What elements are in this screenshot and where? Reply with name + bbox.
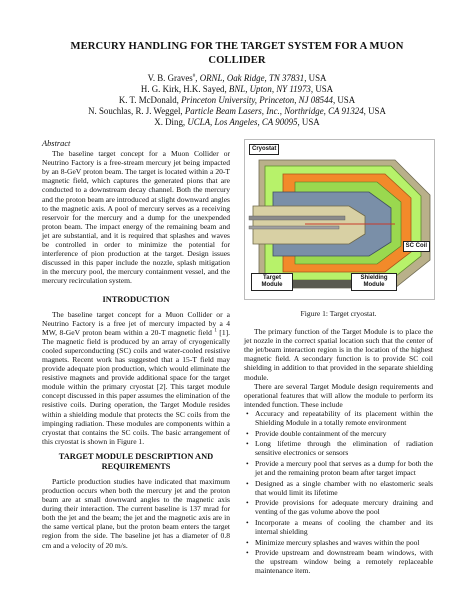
- author-line: N. Souchlas, R. J. Weggel, Particle Beam Lasers, Inc., Northridge, CA 91324, USA: [88, 105, 386, 116]
- paper-title: [20, 40, 454, 68]
- target-module-text: Particle production studies have indicated that maximum production occurs when both the mercury jet and the proton beam are at small downward angles to the magnetic axis during their interaction. The current baseline is 137 mrad for both the jet and the beam; the jet and the magnetic axis are in the same vertical plane, but the proton beam enters the target region from the side. The baseline jet has a diameter of 0.8 cm and a velocity of 20 m/s.: [42, 476, 230, 550]
- target-module-label: Target Module: [251, 273, 293, 291]
- requirement-item: • Provide provisions for adequate mercury draining and venting of the gas volume above the pool: [244, 498, 433, 516]
- author-line: H. G. Kirk, H.K. Sayed, BNL, Upton, NY 11973, USA: [140, 83, 334, 94]
- target-module-shape: [253, 206, 365, 244]
- author-line: X. Ding, UCLA, Los Angeles, CA 90095, USA: [154, 116, 320, 127]
- mercury-pipe: [249, 216, 345, 220]
- requirement-item: • Accuracy and repeatability of its placement within the Shielding Module in a totally remote environment: [244, 409, 433, 427]
- sc-coil-label: SC Coil: [403, 241, 430, 252]
- introduction-text: The baseline target concept for a Muon Collider or a Neutrino Factory is a free jet of mercury impacted by a 4 MW, 8-GeV proton beam within a 20-T magnetic field $^1$ [1]. The magnetic field is produced by an array of cryogenically cooled superconducting (SC) coils and water-cooled resistive magnets. Recent work has suggested that a 15-T field may provide adequate pion production, which would eliminate the resistive magnets and provide additional space for the target module within the primary cryostat [2]. This target module concept discussed in this paper assumes the elimination of the resistive coils. During operation, the Target Module resides within a shielding module that protects the SC coils from the impinging radiation. These modules are components within a cryostat that contains the SC coils. The basic arrangement of this cryostat is shown in Figure 1.: [42, 309, 230, 446]
- abstract-text: The baseline target concept for a Muon Collider or Neutrino Factory is a free-stream mercury jet being impacted by an 8-GeV proton beam. The target is located within a 20-T magnetic field, which captures the generated pions that are conducted to a downstream decay channel. Both the mercury and the proton beam are introduced at slight downward angles to the magnetic axis. A pool of mercury serves as a receiving reservoir for the mercury and a dump for the unexpended proton beam. The impact energy of the remaining beam and jet are substantial, and it is required that splashes and waves be controlled in order to minimize the potential for interference of pion production at the target. Design issues discussed in this paper include the nozzle, splash mitigation in the mercury pool, the mercury containment vessel, and the mercury recirculation system.: [42, 149, 230, 286]
- requirements-list: [244, 409, 433, 576]
- author-list: [20, 73, 454, 128]
- title-line-2: COLLIDER: [208, 55, 266, 66]
- requirement-item: • Provide double containment of the mercury: [244, 429, 433, 438]
- author-line: V. B. Graves#, ORNL, Oak Ridge, TN 37831, USA: [147, 73, 327, 83]
- figure-caption: Figure 1: Target cryostat.: [300, 309, 377, 318]
- mercury-pipe: [249, 226, 339, 229]
- requirement-item: • Incorporate a means of cooling the chamber and its internal shielding: [244, 518, 433, 536]
- requirement-item: • Long lifetime through the elimination of radiation sensitive electronics or sensors: [244, 439, 433, 457]
- requirement-item: • Provide upstream and downstream beam windows, with the upstream window being a remotely replaceable maintenance item.: [244, 548, 433, 575]
- requirement-item: • Designed as a single chamber with no elastomeric seals that would limit its lifetime: [244, 479, 433, 497]
- left-column: [42, 139, 230, 550]
- right-column: [244, 139, 433, 577]
- title-line-1: MERCURY HANDLING FOR THE TARGET SYSTEM FOR A MUON: [70, 41, 404, 52]
- cryostat-label: Cryostat: [249, 144, 279, 155]
- right-paragraph-1: The primary function of the Target Module is to place the jet nozzle in the correct spatial location such that the center of the jet/beam interaction region is in the location of the highest magnetic field. A secondary function is to provide SC coil shielding in addition to that provided in the separate shielding module.: [244, 327, 433, 382]
- target-module-heading: TARGET MODULE DESCRIPTION AND REQUIREMENTS: [58, 451, 214, 471]
- requirement-item: • Minimize mercury splashes and waves within the pool: [244, 538, 433, 547]
- abstract-heading: Abstract: [42, 139, 71, 148]
- author-line: K. T. McDonald, Princeton University, Princeton, NJ 08544, USA: [118, 94, 356, 105]
- shielding-module-label: Shielding Module: [351, 273, 397, 291]
- target-cryostat-figure: [244, 139, 435, 300]
- right-paragraph-2: There are several Target Module design requirements and operational features that will allow the module to perform its intended function. These include: [244, 381, 433, 409]
- introduction-heading: INTRODUCTION: [102, 294, 170, 304]
- requirement-item: • Provide a mercury pool that serves as a dump for both the jet and the remaining proton beam after target impact: [244, 459, 433, 477]
